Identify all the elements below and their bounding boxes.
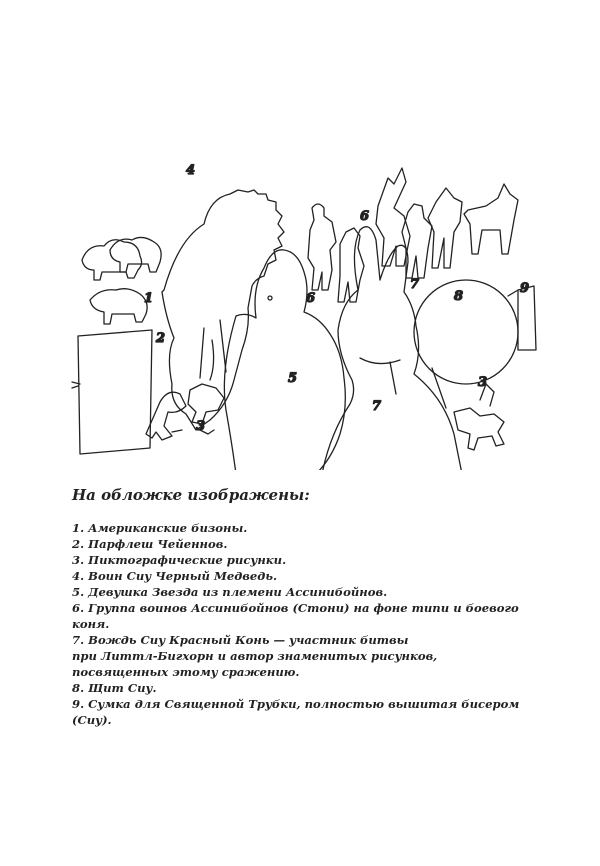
caption-heading: На обложке изображены:: [72, 486, 310, 504]
figure-label-8: 8: [454, 289, 464, 304]
caption-item-9: 9. Сумка для Священной Трубки, полностью вышитая бисером (Сиу).: [72, 697, 520, 727]
star-girl-outline: [224, 250, 345, 470]
figure-label-4: 4: [186, 163, 196, 178]
figure-label-7-top: 7: [410, 277, 420, 292]
cover-caption: [72, 486, 552, 728]
caption-item-6: 6. Группа воинов Ассинибойнов (Стони) на фоне типи и боевого коня.: [72, 601, 519, 631]
figure-label-9: 9: [520, 281, 530, 296]
figure-label-3-right: 3: [478, 375, 488, 390]
bison-outlines: [82, 237, 161, 324]
parfleche-outline: [72, 330, 152, 454]
figure-label-5: 5: [288, 371, 298, 386]
caption-item-1: 1. Американские бизоны.: [72, 521, 248, 535]
cover-key-illustration: [60, 140, 540, 470]
figure-label-3-left: 3: [196, 419, 206, 434]
caption-item-4: 4. Воин Сиу Черный Медведь.: [72, 569, 278, 583]
figure-label-2: 2: [156, 331, 166, 346]
caption-item-3: 3. Пиктографические рисунки.: [72, 553, 287, 567]
caption-item-7: 7. Вождь Сиу Красный Конь — участник битвы при Литтл-Бигхорн и автор знаменитых рисунков, посвященных этому сражению.: [72, 633, 438, 679]
figure-label-7-center: 7: [372, 399, 382, 414]
caption-item-5: 5. Девушка Звезда из племени Ассинибойнов.: [72, 585, 388, 599]
caption-item-2: 2. Парфлеш Чейеннов.: [72, 537, 228, 551]
figure-label-6-bottom: 6: [306, 291, 316, 306]
pictograph-figures-left: [146, 384, 224, 440]
sioux-shield-outline: [414, 280, 518, 384]
caption-list: [72, 520, 552, 728]
figure-label-1: 1: [144, 291, 154, 306]
chief-red-horse-outline: [322, 227, 462, 470]
figure-label-6-top: 6: [360, 209, 370, 224]
caption-item-8: 8. Щит Сиу.: [72, 681, 157, 695]
pictograph-horse-right: [454, 384, 504, 450]
